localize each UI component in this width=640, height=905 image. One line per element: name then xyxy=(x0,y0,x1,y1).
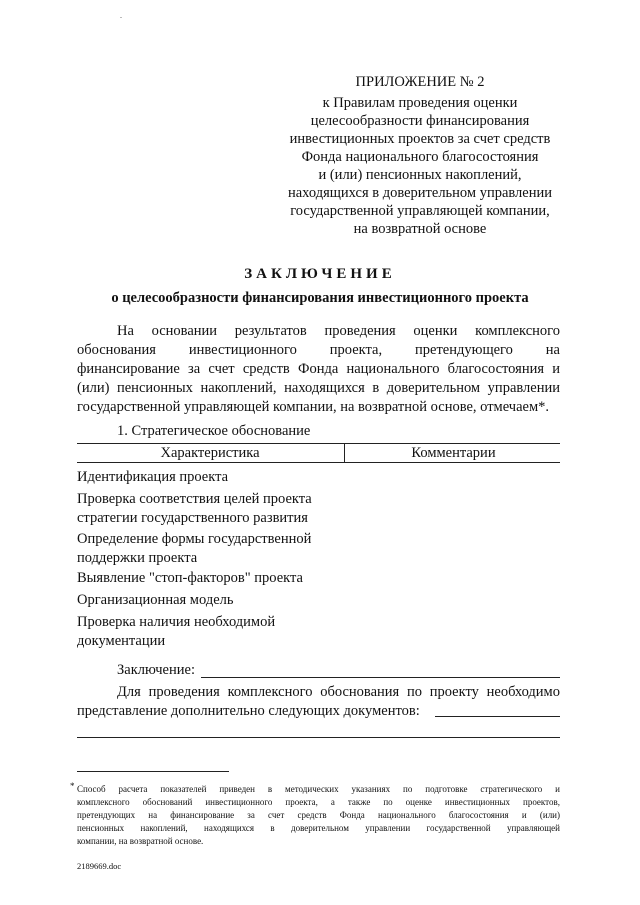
footnote-line: претендующих на финансирование за счет средств Фонда национального благосостояния и (или) xyxy=(77,810,560,820)
row-text: Идентификация проекта xyxy=(77,469,229,485)
section-title: 1. Стратегическое обоснование xyxy=(117,423,311,439)
column-divider xyxy=(344,444,345,462)
row-text: стратегии государственного развития xyxy=(77,510,308,526)
scan-mark xyxy=(120,17,122,18)
appendix-line: и (или) пенсионных накоплений, xyxy=(318,167,522,183)
row-text: Проверка наличия необходимой xyxy=(77,614,276,630)
footnote-line: Способ расчета показателей приведен в методических указаниях по подготовке стратегического и xyxy=(77,784,560,794)
appendix-line: на возвратной основе xyxy=(353,221,487,237)
intro-line: (или) пенсионных накоплений, находящихся в доверительном управлении xyxy=(77,380,560,396)
footnote-line: компании, на возвратной основе. xyxy=(77,836,204,846)
documents-line: Для проведения комплексного обоснования по проекту необходимо xyxy=(117,684,560,700)
row-text: документации xyxy=(77,633,166,649)
footnote-rule xyxy=(77,771,229,772)
conclusion-fill-line[interactable] xyxy=(201,677,560,678)
conclusion-label: Заключение: xyxy=(117,662,195,678)
documents-fill-line-2[interactable] xyxy=(77,737,560,738)
intro-line: финансирование за счет средств Фонда национального благосостояния и xyxy=(77,361,560,377)
footnote-marker: * xyxy=(70,781,75,791)
column-header-characteristic: Характеристика xyxy=(160,445,260,461)
document-title: ЗАКЛЮЧЕНИЕ xyxy=(244,266,396,282)
intro-line: На основании результатов проведения оценки комплексного xyxy=(117,323,560,339)
row-text: Организационная модель xyxy=(77,592,234,608)
documents-fill-line[interactable] xyxy=(435,716,560,717)
table-row xyxy=(77,591,337,610)
table-row xyxy=(77,613,337,651)
table-row xyxy=(77,569,337,588)
table-row xyxy=(77,490,337,528)
intro-line: обоснования инвестиционного проекта, претендующего на xyxy=(77,342,560,358)
appendix-line: Фонда национального благосостояния xyxy=(301,149,539,165)
row-text: Проверка соответствия целей проекта xyxy=(77,491,312,507)
intro-paragraph xyxy=(77,322,560,417)
footnote-line: комплексного обоснований инвестиционного проекта, а также по оценке инвестиционных проектов, xyxy=(77,797,560,807)
appendix-title: ПРИЛОЖЕНИЕ № 2 xyxy=(355,74,485,90)
appendix-line: целесообразности финансирования xyxy=(310,113,530,129)
appendix-line: государственной управляющей компании, xyxy=(290,203,550,219)
intro-line: государственной управляющей компании, на возвратной основе, отмечаем*. xyxy=(77,399,550,415)
footnote xyxy=(77,783,560,848)
documents-line: представление дополнительно следующих документов: xyxy=(77,703,420,719)
document-subtitle: о целесообразности финансирования инвестиционного проекта xyxy=(111,290,529,306)
row-text: Определение формы государственной xyxy=(77,531,312,547)
table-header xyxy=(77,443,560,463)
table-row xyxy=(77,468,337,487)
row-text: поддержки проекта xyxy=(77,550,198,566)
column-header-comments: Комментарии xyxy=(411,445,496,461)
footnote-line: пенсионных накоплений, находящихся в доверительном управлении государственной управляющей xyxy=(77,823,560,833)
table-row xyxy=(77,530,337,568)
appendix-line: находящихся в доверительном управлении xyxy=(287,185,553,201)
file-name: 2189669.doc xyxy=(77,861,122,871)
row-text: Выявление "стоп-факторов" проекта xyxy=(77,570,303,586)
appendix-line: к Правилам проведения оценки xyxy=(322,95,518,111)
appendix-line: инвестиционных проектов за счет средств xyxy=(289,131,551,147)
